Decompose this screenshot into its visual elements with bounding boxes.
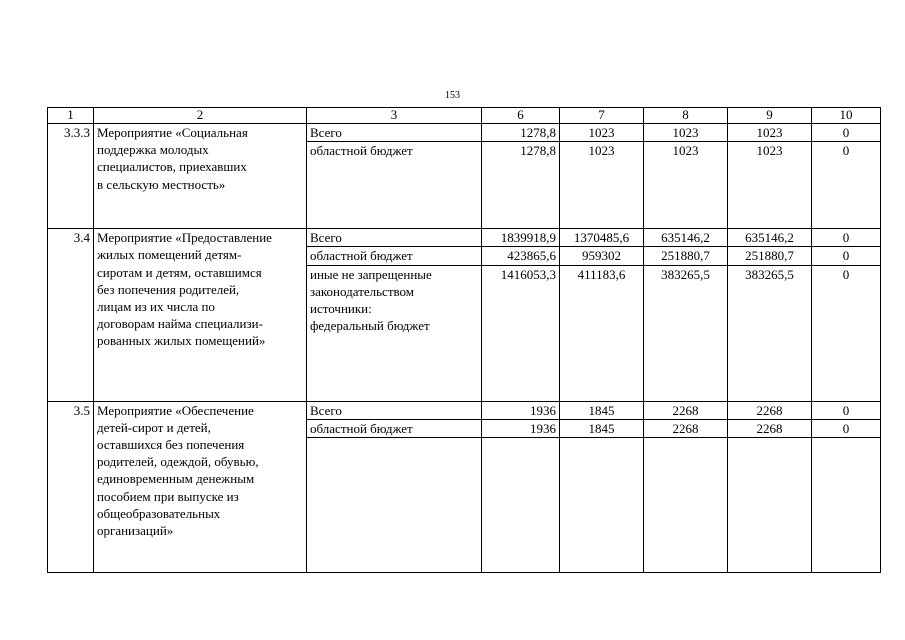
source-label: областной бюджет bbox=[307, 142, 482, 229]
value-cell: 1023 bbox=[560, 124, 644, 142]
source-label-line: федеральный бюджет bbox=[310, 318, 430, 334]
header-cell-col-9: 9 bbox=[728, 108, 812, 124]
row-name bbox=[94, 124, 307, 229]
header-cell-col-6: 6 bbox=[482, 108, 560, 124]
source-label-line: иные не запрещенные bbox=[310, 266, 432, 282]
budget-table bbox=[47, 107, 881, 573]
row-name-line: Мероприятие «Социальная bbox=[97, 125, 248, 140]
table-row bbox=[48, 401, 881, 419]
row-name-line: жилых помещений детям- bbox=[97, 247, 242, 263]
header-cell-col-10: 10 bbox=[812, 108, 881, 124]
row-name-line: сиротам и детям, оставшимся bbox=[97, 264, 262, 280]
row-name-line: Мероприятие «Обеспечение bbox=[97, 402, 254, 418]
value-cell: 1023 bbox=[644, 124, 728, 142]
value-cell: 2268 bbox=[644, 401, 728, 419]
table-row bbox=[48, 229, 881, 247]
row-code: 3.5 bbox=[48, 401, 94, 572]
value-cell: 2268 bbox=[728, 401, 812, 419]
source-label: Всего bbox=[307, 229, 482, 247]
empty-cell bbox=[307, 438, 482, 573]
value-cell: 635146,2 bbox=[644, 229, 728, 247]
value-cell: 1023 bbox=[644, 142, 728, 229]
source-label-line: законодательством bbox=[310, 283, 415, 299]
value-cell: 1278,8 bbox=[482, 124, 560, 142]
value-cell: 251880,7 bbox=[728, 247, 812, 265]
row-name-line: договорам найма специализи- bbox=[97, 316, 263, 332]
value-cell: 1370485,6 bbox=[560, 229, 644, 247]
value-cell: 383265,5 bbox=[644, 265, 728, 401]
row-name-line: единовременным денежным bbox=[97, 471, 255, 487]
header-cell-col-3: 3 bbox=[307, 108, 482, 124]
row-name-line: организаций» bbox=[97, 523, 174, 539]
value-cell: 1839918,9 bbox=[482, 229, 560, 247]
row-name-line: без попечения родителей, bbox=[97, 281, 240, 297]
source-label: Всего bbox=[307, 401, 482, 419]
value-cell: 1845 bbox=[560, 419, 644, 437]
row-name-line: в сельскую местность» bbox=[97, 176, 226, 192]
value-cell: 0 bbox=[812, 247, 881, 265]
value-cell: 1845 bbox=[560, 401, 644, 419]
value-cell: 1416053,3 bbox=[482, 265, 560, 401]
value-cell: 411183,6 bbox=[560, 265, 644, 401]
value-cell: 423865,6 bbox=[482, 247, 560, 265]
row-name-line: общеобразовательных bbox=[97, 505, 221, 521]
empty-cell bbox=[644, 438, 728, 573]
empty-cell bbox=[482, 438, 560, 573]
empty-cell bbox=[728, 438, 812, 573]
value-cell: 0 bbox=[812, 124, 881, 142]
row-name bbox=[94, 401, 307, 572]
row-name-line: поддержка молодых bbox=[97, 142, 209, 158]
header-cell-col-2: 2 bbox=[94, 108, 307, 124]
empty-cell bbox=[560, 438, 644, 573]
value-cell: 635146,2 bbox=[728, 229, 812, 247]
value-cell: 1278,8 bbox=[482, 142, 560, 229]
source-label bbox=[307, 265, 482, 401]
header-cell-col-8: 8 bbox=[644, 108, 728, 124]
value-cell: 959302 bbox=[560, 247, 644, 265]
row-name-line: специалистов, приехавших bbox=[97, 159, 247, 175]
row-name-line: оставшихся без попечения bbox=[97, 437, 245, 453]
table-row bbox=[48, 124, 881, 142]
row-name-line: лицам из их числа по bbox=[97, 299, 215, 315]
value-cell: 0 bbox=[812, 265, 881, 401]
source-label: Всего bbox=[307, 124, 482, 142]
row-name bbox=[94, 229, 307, 401]
value-cell: 1936 bbox=[482, 419, 560, 437]
value-cell: 1023 bbox=[728, 142, 812, 229]
source-label: областной бюджет bbox=[307, 247, 482, 265]
value-cell: 1936 bbox=[482, 401, 560, 419]
source-label: областной бюджет bbox=[307, 419, 482, 437]
row-name-line: рованных жилых помещений» bbox=[97, 333, 266, 349]
empty-cell bbox=[812, 438, 881, 573]
row-code: 3.3.3 bbox=[48, 124, 94, 229]
value-cell: 251880,7 bbox=[644, 247, 728, 265]
value-cell: 383265,5 bbox=[728, 265, 812, 401]
row-code: 3.4 bbox=[48, 229, 94, 401]
header-cell-col-7: 7 bbox=[560, 108, 644, 124]
row-name-line: детей-сирот и детей, bbox=[97, 419, 211, 435]
row-name-line: родителей, одеждой, обувью, bbox=[97, 454, 259, 470]
value-cell: 0 bbox=[812, 401, 881, 419]
header-row bbox=[48, 108, 881, 124]
row-name-line: Мероприятие «Предоставление bbox=[97, 230, 272, 246]
value-cell: 2268 bbox=[644, 419, 728, 437]
value-cell: 0 bbox=[812, 419, 881, 437]
source-label-line: источники: bbox=[310, 301, 372, 317]
value-cell: 0 bbox=[812, 142, 881, 229]
value-cell: 1023 bbox=[728, 124, 812, 142]
value-cell: 2268 bbox=[728, 419, 812, 437]
page-number: 153 bbox=[445, 90, 460, 101]
row-name-line: пособием при выпуске из bbox=[97, 488, 239, 504]
value-cell: 0 bbox=[812, 229, 881, 247]
header-cell-col-1: 1 bbox=[48, 108, 94, 124]
value-cell: 1023 bbox=[560, 142, 644, 229]
